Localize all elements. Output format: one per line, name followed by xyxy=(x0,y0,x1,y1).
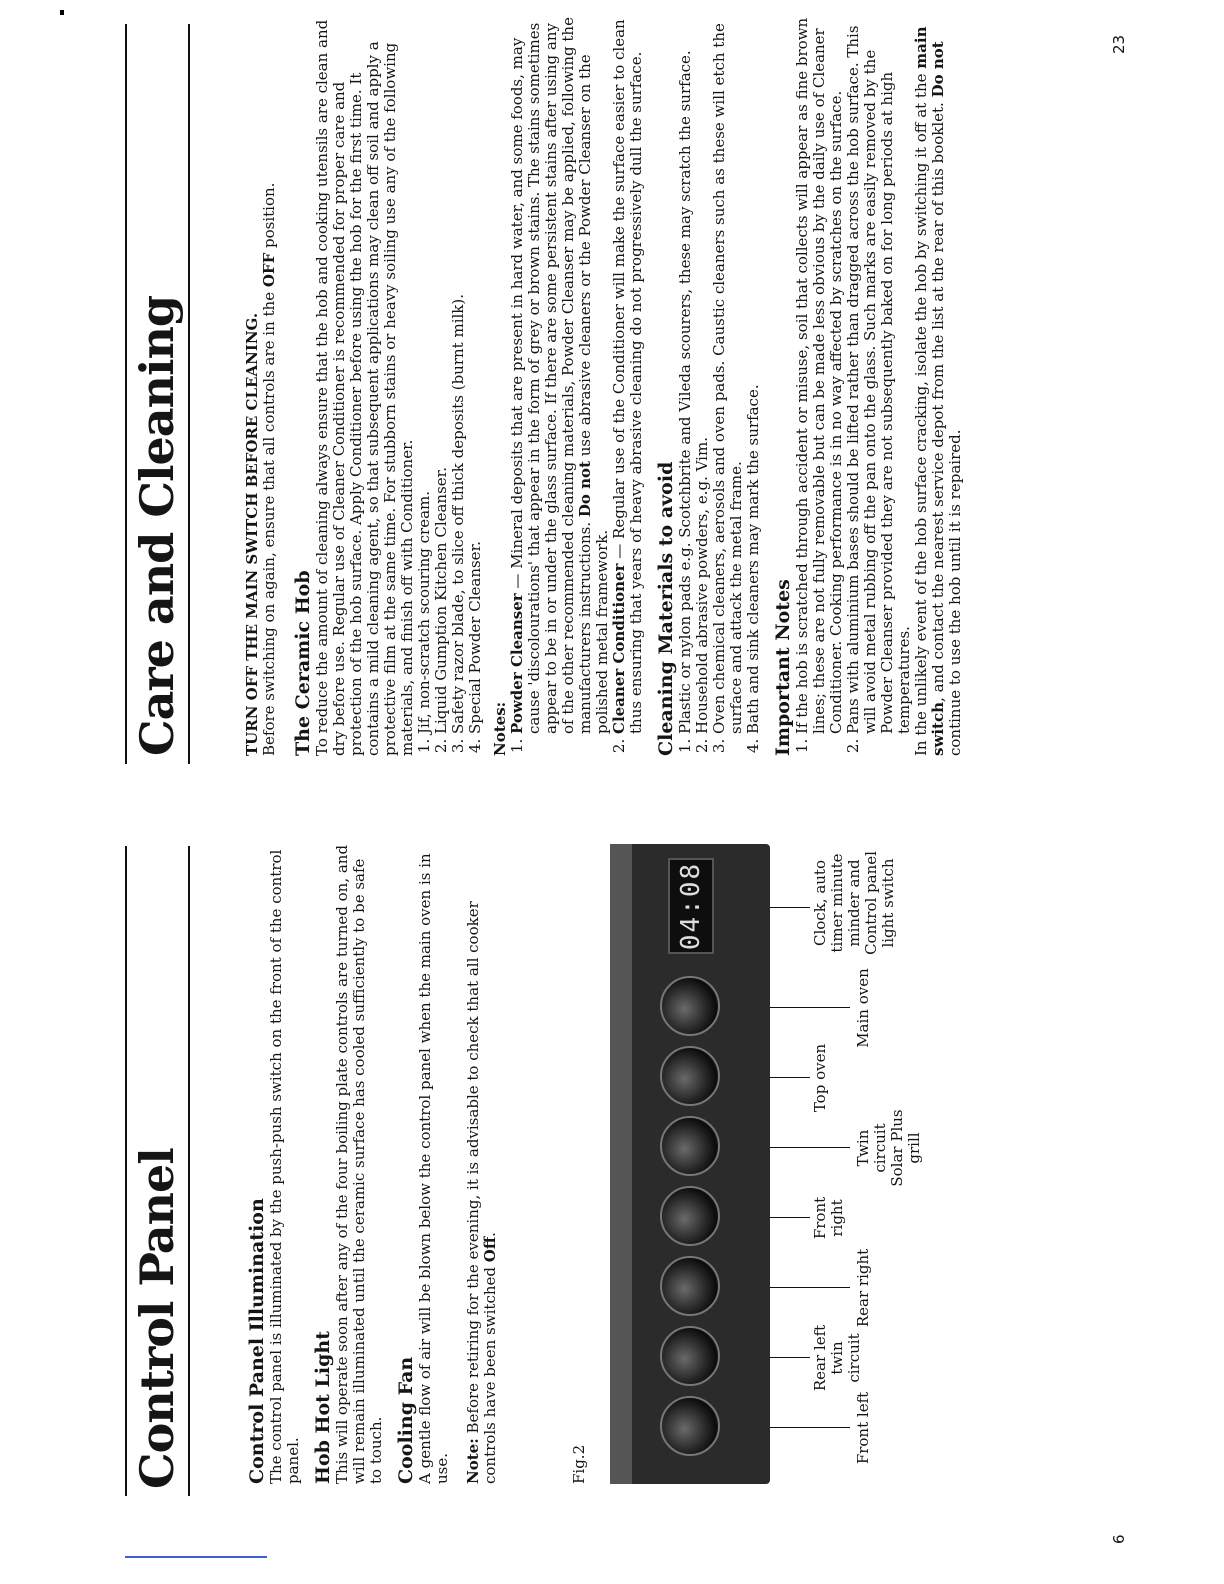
callout-line xyxy=(770,1147,850,1148)
notes-list xyxy=(509,11,645,756)
callout-line xyxy=(770,1287,850,1288)
important-heading: Important Notes xyxy=(772,579,794,756)
list-item: 2. Liquid Gumption Kitchen Cleanser. xyxy=(433,11,450,734)
callout-rear-left: Rear left twin circuit xyxy=(811,1324,863,1392)
knob-rear-left xyxy=(660,1326,720,1386)
control-panel-illustration xyxy=(610,844,770,1484)
clock-display: 04:08 xyxy=(668,858,714,954)
knob-main-oven xyxy=(660,976,720,1036)
list-item: 2. Household abrasive powders, e.g. Vim. xyxy=(694,11,711,734)
materials-list xyxy=(416,11,484,756)
list-item: 1. Plastic or nylon pads e.g. Scotchbrite and Vileda scourers, these may scratch the surface. xyxy=(677,11,694,734)
ceramic-heading: The Ceramic Hob xyxy=(292,570,314,756)
title-rule-bottom-left xyxy=(188,846,190,1496)
figure-label: Fig.2 xyxy=(570,1444,588,1484)
callout-line xyxy=(770,1007,850,1008)
note-label: Note: xyxy=(464,1438,482,1484)
callout-top-oven: Top oven xyxy=(811,1043,829,1113)
control-panel-page xyxy=(0,794,1224,1584)
section-heading: Cooling Fan xyxy=(395,1356,417,1484)
page-title-left: Control Panel xyxy=(130,1148,184,1489)
avoid-list xyxy=(677,11,762,756)
care-cleaning-page xyxy=(0,0,1224,784)
title-rule-bottom-right xyxy=(188,24,190,764)
avoid-heading: Cleaning Materials to avoid xyxy=(655,461,677,756)
section-text: The control panel is illuminated by the push-push switch on the front of the control panel. xyxy=(267,849,302,1484)
important-list xyxy=(794,11,913,756)
list-item: 4. Bath and sink cleaners may mark the surface. xyxy=(745,11,762,734)
notes-label: Notes: xyxy=(491,701,509,756)
knob-front-left xyxy=(660,1396,720,1456)
section-heading: Hob Hot Light xyxy=(312,1331,334,1484)
page-title-right: Care and Cleaning xyxy=(130,295,184,756)
list-item: 3. Safety razor blade, to slice off thick deposits (burnt milk). xyxy=(450,11,467,734)
note-off: Off xyxy=(481,1236,499,1263)
scan-line xyxy=(125,1556,267,1558)
callout-front-left: Front left xyxy=(854,1391,872,1465)
callout-line xyxy=(770,1217,810,1218)
list-item: 2. Cleaner Conditioner — Regular use of the Conditioner will make the surface easier to clean thus ensuring that years of heavy abrasive cleaning do not progressively dull the surface. xyxy=(611,11,645,734)
callout-line xyxy=(770,1077,810,1078)
knob-grill xyxy=(660,1116,720,1176)
callout-rear-right: Rear right xyxy=(854,1248,872,1328)
section-heading: Control Panel Illumination xyxy=(246,1198,268,1484)
page-number-right: 23 xyxy=(1110,34,1128,54)
warning-heading: TURN OFF THE MAIN SWITCH BEFORE CLEANING. xyxy=(243,312,261,756)
care-text xyxy=(244,11,964,756)
control-panel-text xyxy=(246,844,499,1484)
callout-line xyxy=(770,1357,810,1358)
knob-front-right xyxy=(660,1186,720,1246)
list-item: 1. Powder Cleanser — Mineral deposits that are present in hard water, and some foods, may cause 'discolourations' that appear in the form of grey or brown stains. The stains sometimes appear to be in or under the glass surface. If there are some persistent stains after using any of the other recommended cleaning materials, Powder Cleanser may be applied, following the manufacturers instructions. Do not use abrasive cleaners or the Powder Cleanser on the polished metal framework. xyxy=(509,11,611,734)
list-item: 1. Jif, non-scratch scouring cream. xyxy=(416,11,433,734)
final-paragraph: In the unlikely event of the hob surface cracking, isolate the hob by switching it off at the main switch, and contact the nearest service depot from the list at the rear of this booklet. Do not continue to use the hob until it is repaired. xyxy=(912,26,964,756)
list-item: 2. Pans with aluminium bases should be lifted rather than dragged across the hob surface. This will avoid metal rubbing off the pan onto the glass. Such marks are easily removed by the Powder Cleanser provided they are not subsequently baked on for long periods at high temperatures. xyxy=(845,11,913,734)
knob-rear-right xyxy=(660,1256,720,1316)
title-rule-top-right xyxy=(125,24,127,764)
callout-line xyxy=(770,1427,850,1428)
callout-main-oven: Main oven xyxy=(854,968,872,1048)
panel-strip xyxy=(610,844,632,1484)
section-text: A gentle flow of air will be blown below the control panel when the main oven is in use. xyxy=(416,853,451,1484)
callout-line xyxy=(770,907,810,908)
page-number-left: 6 xyxy=(1110,1534,1128,1544)
title-rule-top-left xyxy=(125,846,127,1496)
list-item: 4. Special Powder Cleanser. xyxy=(467,11,484,734)
warning-text: Before switching on again, ensure that all controls are in the OFF position. xyxy=(260,182,278,756)
note-text: Before retiring for the evening, it is advisable to check that all cooker controls have been switched xyxy=(464,901,499,1484)
note-paragraph: Note: Before retiring for the evening, it is advisable to check that all cooker controls have been switched Off. xyxy=(464,901,499,1484)
scan-mark xyxy=(60,10,64,15)
callout-twin-grill: Twin circuit Solar Plus grill xyxy=(854,1109,923,1187)
callout-clock: Clock, auto timer minute minder and Control panel light switch xyxy=(811,851,897,955)
list-item: 1. If the hob is scratched through accident or misuse, soil that collects will appear as fine brown lines; these are not fully removable but can be made less obvious by the daily use of Cleaner Conditioner. Cooking performance is in no way affected by scratches on the surface. xyxy=(794,11,845,734)
knob-top-oven xyxy=(660,1046,720,1106)
list-item: 3. Oven chemical cleaners, aerosols and oven pads. Caustic cleaners such as these will etch the surface and attack the metal frame. xyxy=(711,11,745,734)
callout-front-right: Front right xyxy=(811,1196,846,1240)
ceramic-text: To reduce the amount of cleaning always ensure that the hob and cooking utensils are clean and dry before use. Regular use of Cleaner Conditioner is recommended for proper care and protection of the hob surface. Apply Conditioner before using the hob for the first time. It contains a mild cleaning agent, so that subsequent applications may clean off soil and apply a protective film at the same time. For stubborn stains or heavy soiling use any of the following materials, and finish off with Conditioner. xyxy=(313,19,416,756)
section-text: This will operate soon after any of the four boiling plate controls are turned on, and will remain illuminated until the ceramic surface has cooled sufficiently to be safe to touch. xyxy=(333,844,385,1484)
